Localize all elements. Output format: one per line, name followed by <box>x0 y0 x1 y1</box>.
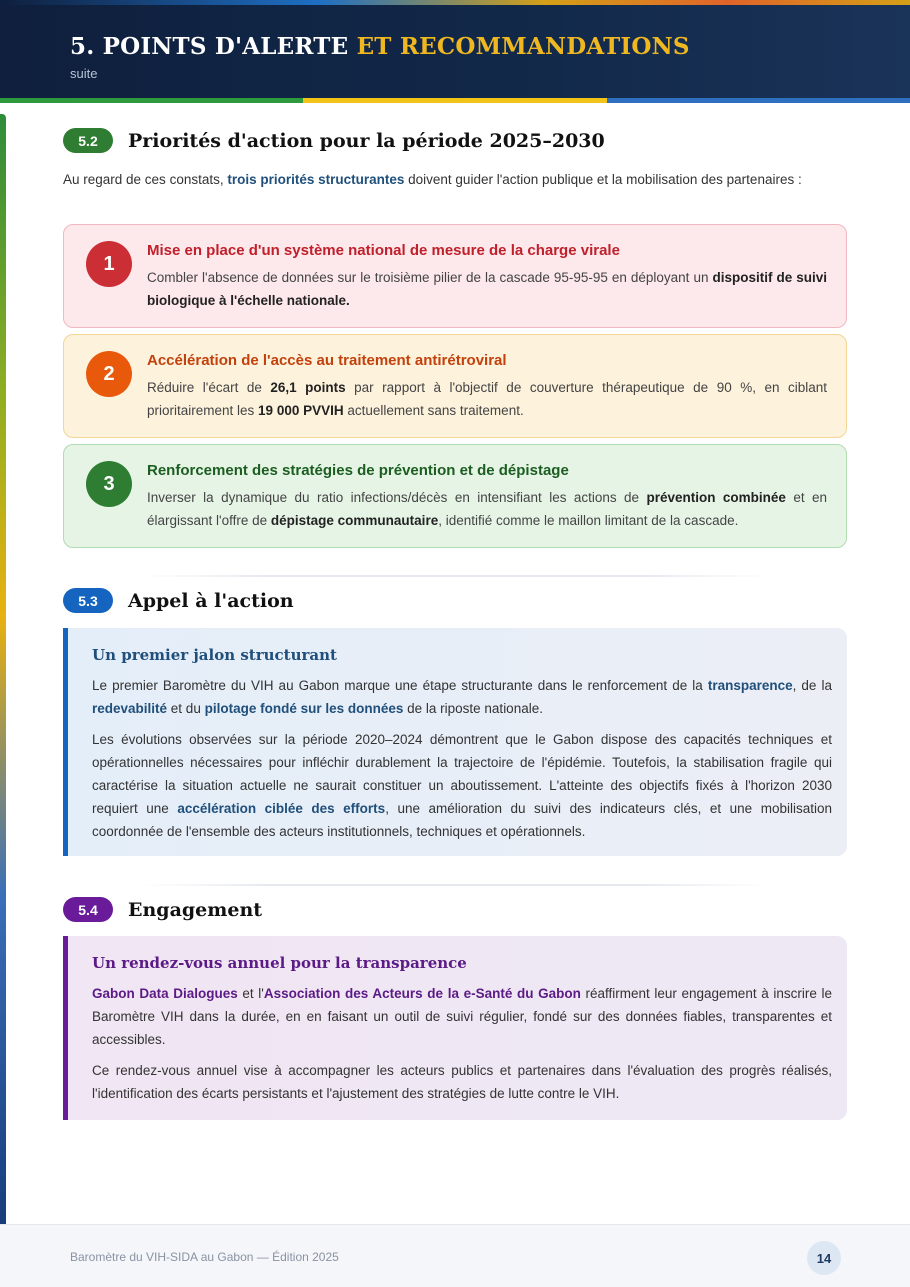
box-paragraph-2: Les évolutions observées sur la période 2020–2024 démontrent que le Gabon dispose des capacités techniques et opérationnelles nécessaires pour infléchir durablement la trajectoire de l'épidémie. Toutefois, la stabilisation fragile qui caractérise la situation actuelle ne saurait constituer un aboutissement. L'atteinte des objectifs fixés à l'horizon 2030 requiert une accélération ciblée des efforts, une amélioration du suivi des indicateurs clés, et une mobilisation coordonnée de l'ensemble des acteurs institutionnels, techniques et opérationnels. <box>92 732 832 839</box>
section-divider <box>140 575 770 577</box>
section-5-2-heading <box>63 128 605 153</box>
left-gradient-bar <box>0 114 6 1230</box>
page-header <box>0 0 910 100</box>
page-footer <box>0 1224 910 1287</box>
section-5-3-heading <box>63 588 294 613</box>
priority-number: 1 <box>86 241 132 287</box>
box-paragraph-1: Le premier Baromètre du VIH au Gabon marque une étape structurante dans le renforcement de la transparence, de la redevabilité et du pilotage fondé sur les données de la riposte nationale. <box>92 678 832 716</box>
flag-tricolor-bar <box>0 98 910 103</box>
box-title: Un premier jalon structurant <box>92 646 337 664</box>
page-title: 5. POINTS D'ALERTE ET RECOMMANDATIONS <box>70 33 690 60</box>
priority-card-3 <box>63 444 847 548</box>
priority-title: Mise en place d'un système national de mesure de la charge virale <box>147 242 620 259</box>
section-badge: 5.3 <box>63 588 113 613</box>
priority-card-2 <box>63 334 847 438</box>
box-paragraph-2: Ce rendez-vous annuel vise à accompagner les acteurs publics et partenaires dans l'évaluation des progrès réalisés, l'identification des écarts persistants et l'ajustement des stratégies de lutte contre le VIH. <box>92 1063 832 1101</box>
priority-text: Réduire l'écart de 26,1 points par rapport à l'objectif de couverture thérapeutique de 90 %, en ciblant prioritairement les 19 000 PVVIH actuellement sans traitement. <box>147 380 827 418</box>
section-5-4-heading <box>63 897 262 922</box>
priority-number: 2 <box>86 351 132 397</box>
header-accent-line <box>0 0 910 5</box>
section-badge: 5.2 <box>63 128 113 153</box>
priority-title: Renforcement des stratégies de prévention et de dépistage <box>147 462 569 479</box>
engagement-box <box>63 936 847 1120</box>
section-title: Appel à l'action <box>128 589 294 612</box>
priority-card-1 <box>63 224 847 328</box>
call-to-action-box <box>63 628 847 856</box>
page-subtitle: suite <box>70 66 98 81</box>
section-title: Priorités d'action pour la période 2025–2030 <box>128 129 605 152</box>
section-badge: 5.4 <box>63 897 113 922</box>
priority-number: 3 <box>86 461 132 507</box>
page-number: 14 <box>807 1241 841 1275</box>
priority-title: Accélération de l'accès au traitement antirétroviral <box>147 352 507 369</box>
section-divider <box>140 884 770 886</box>
section-intro: Au regard de ces constats, trois priorités structurantes doivent guider l'action publique et la mobilisation des partenaires : <box>63 172 802 187</box>
box-paragraph-1: Gabon Data Dialogues et l'Association des Acteurs de la e-Santé du Gabon réaffirment leur engagement à inscrire le Baromètre VIH dans la durée, en en faisant un outil de suivi régulier, fondé sur des données fiables, transparentes et accessibles. <box>92 986 832 1047</box>
footer-text: Baromètre du VIH-SIDA au Gabon — Édition 2025 <box>70 1250 339 1264</box>
priority-text: Combler l'absence de données sur le troisième pilier de la cascade 95-95-95 en déployant un dispositif de suivi biologique à l'échelle nationale. <box>147 270 827 308</box>
box-title: Un rendez-vous annuel pour la transparence <box>92 954 467 972</box>
section-title: Engagement <box>128 898 263 921</box>
priority-text: Inverser la dynamique du ratio infections/décès en intensifiant les actions de prévention combinée et en élargissant l'offre de dépistage communautaire, identifié comme le maillon limitant de la cascade. <box>147 490 828 528</box>
